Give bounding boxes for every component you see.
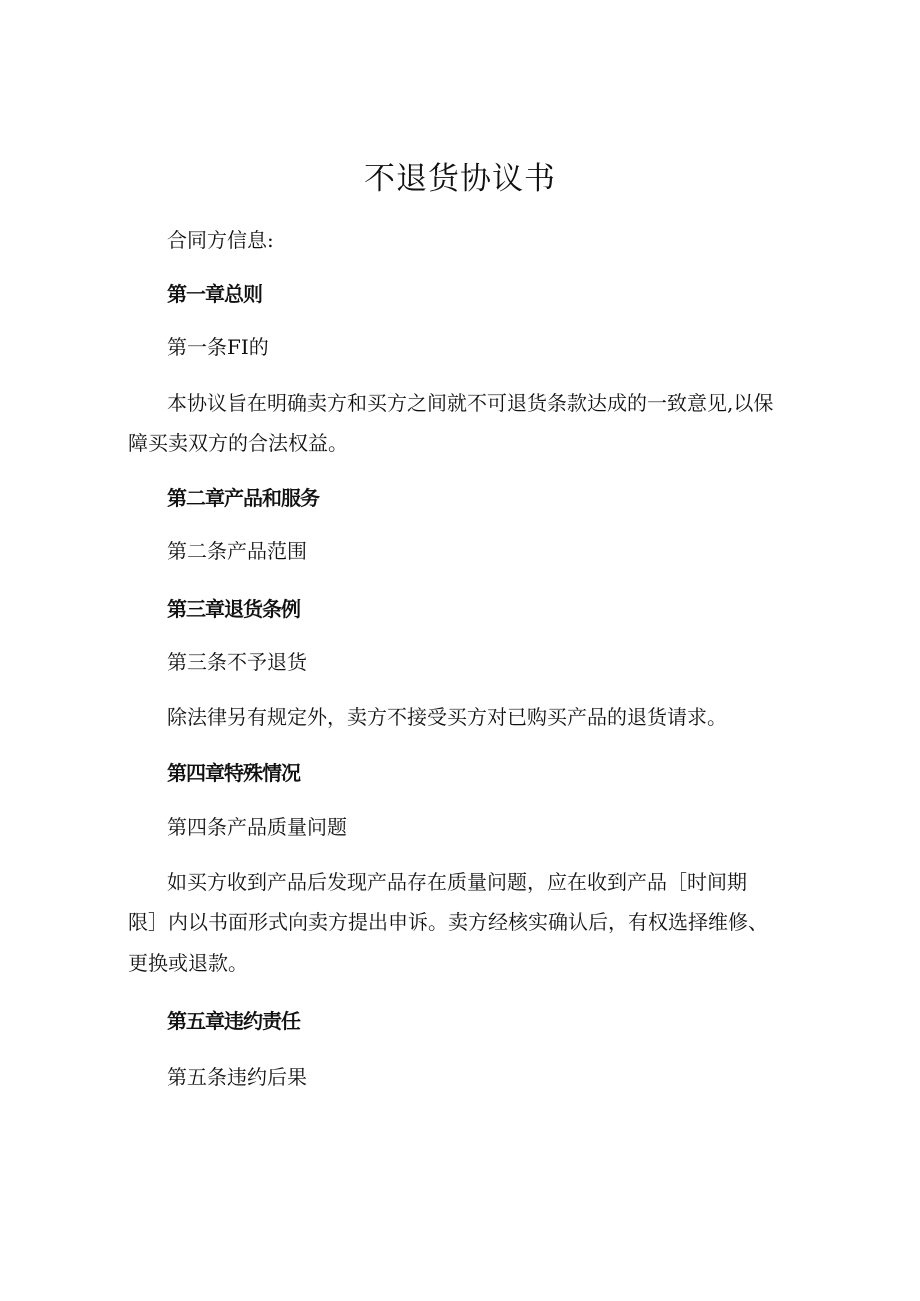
article-2-heading: 第二条产品范围	[167, 539, 307, 563]
article-4-body-line-1: 如买方收到产品后发现产品存在质量问题，应在收到产品［时间期	[167, 870, 747, 894]
party-info-label: 合同方信息:	[167, 228, 274, 252]
chapter-1-heading: 第一章总则	[167, 282, 262, 306]
article-3-body: 除法律另有规定外，卖方不接受买方对已购买产品的退货请求。	[167, 705, 727, 729]
chapter-5-heading: 第五章违约责任	[167, 1009, 300, 1033]
article-1-heading: 第一条FI的	[167, 335, 269, 359]
article-4-body-line-2: 限］内以书面形式向卖方提出申诉。卖方经核实确认后，有权选择维修、	[128, 910, 768, 934]
article-4-heading: 第四条产品质量问题	[167, 815, 347, 839]
chapter-2-heading: 第二章产品和服务	[167, 486, 319, 510]
article-1-body-line-2: 障买卖双方的合法权益。	[128, 431, 348, 455]
document-title: 不退货协议书	[364, 161, 556, 197]
article-1-body-line-1: 本协议旨在明确卖方和买方之间就不可退货条款达成的一致意见,以保	[167, 391, 774, 415]
article-4-body-line-3: 更换或退款。	[128, 951, 248, 975]
chapter-4-heading: 第四章特殊情况	[167, 761, 300, 785]
article-3-heading: 第三条不予退货	[167, 650, 307, 674]
chapter-3-heading: 第三章退货条例	[167, 597, 300, 621]
article-5-heading: 第五条违约后果	[167, 1065, 307, 1089]
